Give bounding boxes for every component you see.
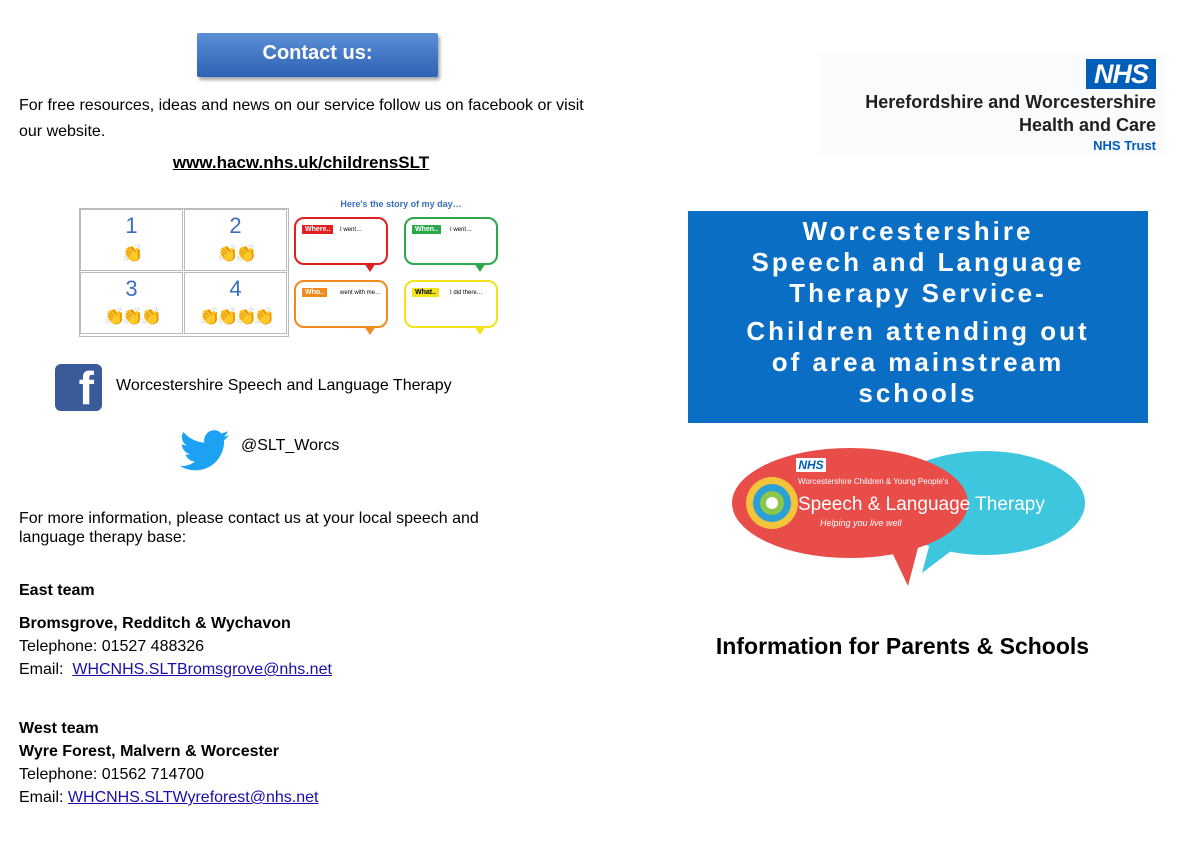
east-team-area: Bromsgrove, Redditch & Wychavon — [19, 615, 291, 632]
clap-icon: 👏 — [122, 244, 141, 263]
trust-name-line-1: Herefordshire and Worcestershire — [865, 92, 1156, 112]
facebook-label[interactable]: Worcestershire Speech and Language Therapy — [116, 377, 452, 394]
story-bubble-what — [404, 280, 498, 328]
facebook-icon[interactable]: f — [55, 364, 102, 411]
story-bubble-when — [404, 217, 498, 265]
clap-number-grid — [79, 208, 289, 337]
email-label: Email: — [19, 661, 73, 678]
story-bubble-where — [294, 217, 388, 265]
nhs-trust-logo — [820, 52, 1165, 156]
title-line-6: schools — [858, 378, 978, 408]
west-team-email-row — [19, 786, 318, 809]
clap-icon: 👏👏 — [217, 244, 254, 263]
grid-cell-4 — [184, 272, 287, 334]
bubble-tail — [474, 326, 486, 335]
service-title-box — [688, 211, 1148, 423]
grid-number: 4 — [229, 276, 242, 301]
more-info-text: For more information, please contact us at your local speech and language therapy base: — [19, 510, 479, 546]
intro-text: For free resources, ideas and news on our service follow us on facebook or visit our website. — [19, 97, 584, 140]
east-team-email-link[interactable]: WHCNHS.SLTBromsgrove@nhs.net — [72, 661, 332, 678]
title-line-4: Children attending out — [746, 316, 1090, 346]
bubble-text: I went… — [450, 227, 473, 233]
bubble-text: went with me… — [340, 290, 382, 296]
grid-cell-3 — [80, 272, 183, 334]
bubble-tag: Who.. — [302, 288, 327, 297]
email-label: Email: — [19, 789, 68, 806]
west-team-area: Wyre Forest, Malvern & Worcester — [19, 743, 279, 760]
bubble-tag: When.. — [412, 225, 441, 234]
west-team-telephone: Telephone: 01562 714700 — [19, 766, 205, 783]
bubble-tail — [364, 263, 376, 272]
bubble-text: I did there… — [450, 290, 483, 296]
west-team-section — [19, 717, 318, 809]
clap-icon: 👏👏👏 — [104, 307, 159, 326]
info-title: Information for Parents & Schools — [715, 633, 1090, 659]
bubble-tail — [364, 326, 376, 335]
slt-subtitle: Worcestershire Children & Young People's — [798, 477, 949, 486]
west-team-heading: West team — [19, 720, 99, 737]
title-line-1: Worcestershire — [802, 216, 1034, 246]
trust-name-line-3: NHS Trust — [1093, 138, 1156, 153]
speech-language-therapy-logo — [730, 448, 1090, 588]
slt-tagline: Helping you live well — [820, 518, 902, 528]
west-team-email-link[interactable]: WHCNHS.SLTWyreforest@nhs.net — [67, 789, 319, 806]
grid-cell-1 — [80, 209, 183, 271]
twitter-icon[interactable] — [179, 430, 231, 472]
title-line-3: Therapy Service- — [789, 278, 1047, 308]
nhs-badge: NHS — [1086, 59, 1156, 89]
bubble-text: I went… — [340, 227, 363, 233]
east-team-section — [19, 579, 332, 681]
story-bubble-who — [294, 280, 388, 328]
clap-icon: 👏👏👏👏 — [199, 307, 272, 326]
east-team-email-row — [19, 658, 332, 681]
bubble-tail — [474, 263, 486, 272]
story-title: Here's the story of my day… — [340, 199, 462, 209]
east-team-heading: East team — [19, 582, 95, 599]
bubble-tag: Where.. — [302, 225, 333, 234]
bubble-tag: What.. — [412, 288, 439, 297]
website-url[interactable]: www.hacw.nhs.uk/childrensSLT — [172, 153, 430, 172]
website-link[interactable] — [0, 153, 602, 173]
grid-cell-2 — [184, 209, 287, 271]
contact-us-banner: Contact us: — [197, 33, 438, 77]
grid-number: 1 — [125, 213, 138, 238]
slt-nhs-badge: NHS — [798, 458, 824, 472]
trust-name-line-2: Health and Care — [1018, 115, 1156, 135]
title-line-2: Speech and Language — [751, 247, 1085, 277]
slt-title: Speech & Language Therapy — [798, 494, 1045, 515]
twitter-handle[interactable]: @SLT_Worcs — [241, 437, 340, 454]
grid-number: 2 — [229, 213, 242, 238]
title-line-5: of area mainstream — [771, 347, 1065, 377]
east-team-telephone: Telephone: 01527 488326 — [19, 638, 205, 655]
grid-number: 3 — [125, 276, 138, 301]
